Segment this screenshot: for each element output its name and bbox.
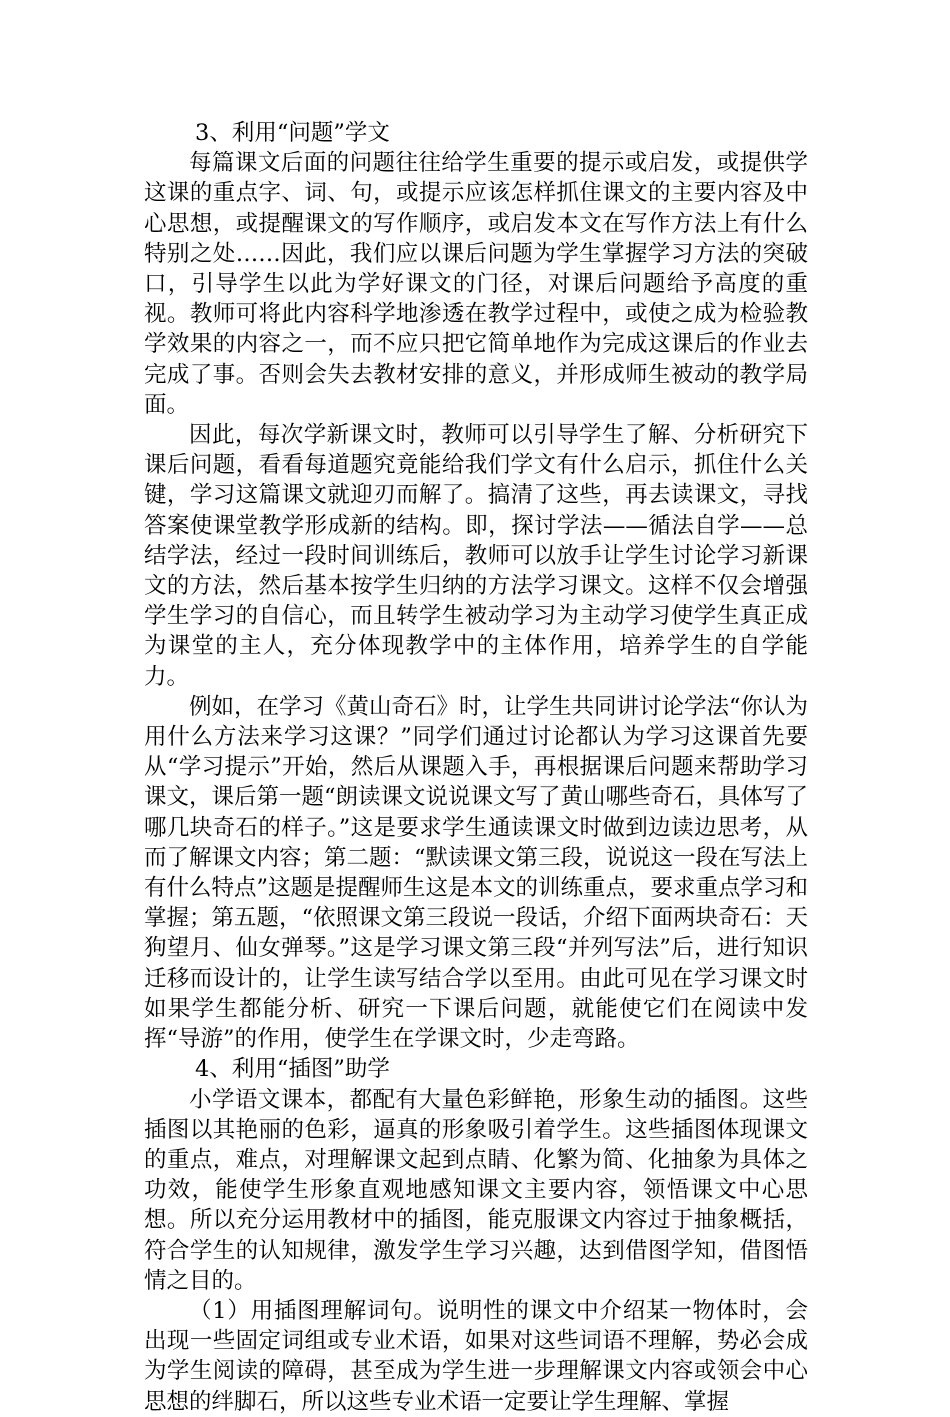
body-paragraph: （1）用插图理解词句。说明性的课文中介绍某一物体时，会出现一些固定词组或专业术语，如果对这些词语不理解，势必会成为学生阅读的障碍，甚至成为学生进一步理解课文内容或领会中心思想的绊脚石，所以这些专业术语一定要让学生理解、掌握: [144, 1297, 808, 1415]
body-paragraph: 因此，每次学新课文时，教师可以引导学生了解、分析研究下课后问题，看看每道题究竟能给我们学文有什么启示，抓住什么关键，学习这篇课文就迎刃而解了。搞清了这些，再去读课文，寻找答案使课堂教学形成新的结构。即，探讨学法——循法自学——总结学法，经过一段时间训练后，教师可以放手让学生讨论学习新课文的方法，然后基本按学生归纳的方法学习课文。这样不仅会增强学生学习的自信心，而且转学生被动学习为主动学习使学生真正成为课堂的主人，充分体现教学中的主体作用，培养学生的自学能力。: [144, 422, 808, 690]
body-paragraph: 例如，在学习《黄山奇石》时，让学生共同讲讨论学法“你认为用什么方法来学习这课？”同学们通过讨论都认为学习这课首先要从“学习提示”开始，然后从课题入手，再根据课后问题来帮助学习课文，课后第一题“朗读课文说说课文写了黄山哪些奇石，具体写了哪几块奇石的样子。”这是要求学生通读课文时做到边读边思考，从而了解课文内容；第二题：“默读课文第三段，说说这一段在写法上有什么特点”这题是提醒师生这是本文的训练重点，要求重点学习和掌握；第五题，“依照课文第三段说一段话，介绍下面两块奇石：天狗望月、仙女弹琴。”这是学习课文第三段“并列写法”后，进行知识迁移而设计的，让学生读写结合学以至用。由此可见在学习课文时如果学生都能分析、研究一下课后问题，就能使它们在阅读中发挥“导游”的作用，使学生在学课文时，少走弯路。: [144, 693, 809, 1053]
body-paragraph: 小学语文课本，都配有大量色彩鲜艳，形象生动的插图。这些插图以其艳丽的色彩，逼真的形象吸引着学生。这些插图体现课文的重点，难点，对理解课文起到点睛、化繁为简、化抽象为具体之功效，能使学生形象直观地感知课文主要内容，领悟课文中心思想。所以充分运用教材中的插图，能克服课文内容过于抽象概括，符合学生的认知规律，激发学生学习兴趣，达到借图学知，借图悟情之目的。: [144, 1086, 808, 1294]
body-paragraph: 每篇课文后面的问题往往给学生重要的提示或启发，或提供学这课的重点字、词、句，或提示应该怎样抓住课文的主要内容及中心思想，或提醒课文的写作顺序，或启发本文在写作方法上有什么特别之处……因此，我们应以课后问题为学生掌握学习方法的突破口，引导学生以此为学好课文的门径，对课后问题给予高度的重视。教师可将此内容科学地渗透在教学过程中，或使之成为检验教学效果的内容之一，而不应只把它简单地作为完成这课后的作业去完成了事。否则会失去教材安排的意义，并形成师生被动的教学局面。: [144, 150, 808, 418]
section-heading: 4、利用“插图”助学: [195, 1056, 390, 1083]
section-heading: 3、利用“问题”学文: [195, 120, 390, 146]
document-page: [144, 118, 808, 1417]
